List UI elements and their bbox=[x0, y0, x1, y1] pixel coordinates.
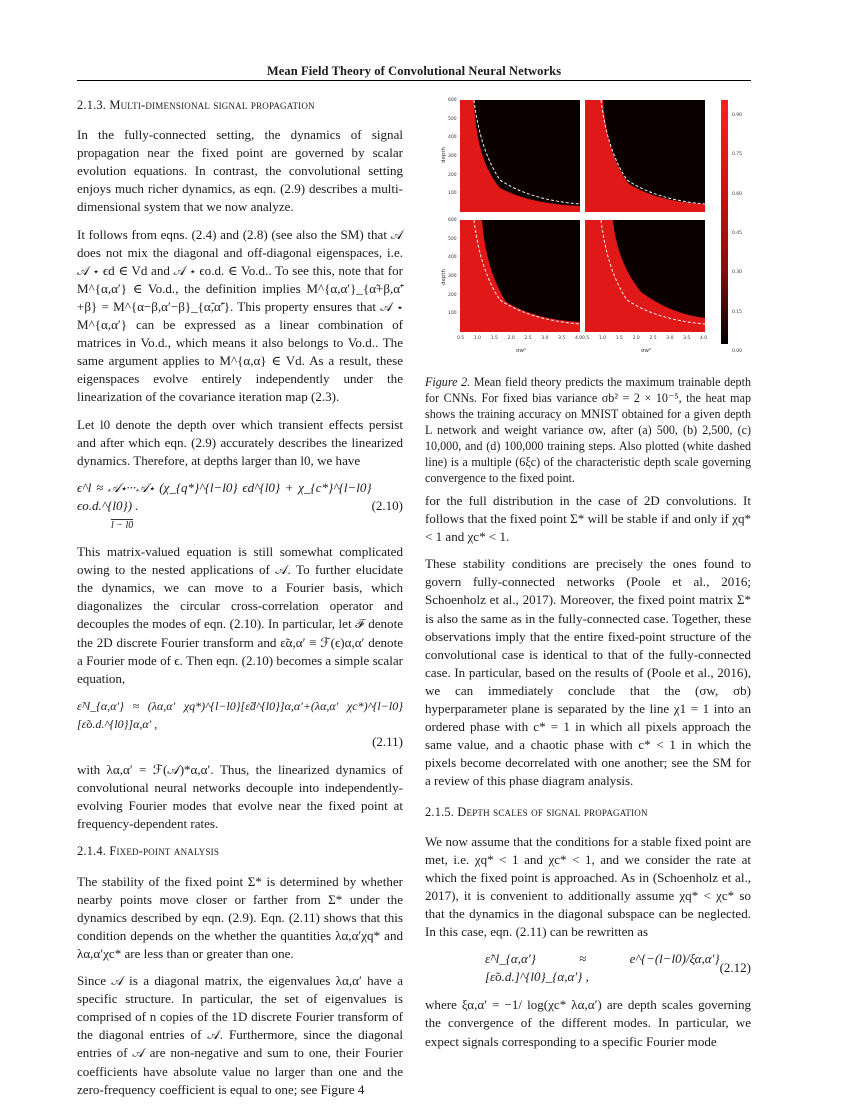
colorbar-tick-label: 0.90 bbox=[732, 113, 743, 118]
paragraph: In the fully-connected setting, the dynamics of signal propagation near the fixed point are governed by scalar evolution equations. In contrast, the convolutional setting enjoys much richer dynamics, as eqn. (2.9) describes a multi-dimensional system that we now analyze. bbox=[77, 127, 403, 215]
equation-number: (2.12) bbox=[719, 960, 751, 976]
underbrace-label: l − l0 bbox=[111, 519, 134, 531]
heatmap-panel-a bbox=[460, 100, 580, 212]
paragraph: We now assume that the conditions for a stable fixed point are met, i.e. χq* < 1 and χc* < 1, and we consider the rate at which the fixed point is approached. As in (Schoenholz et al., 2017), it is convenient to additionally assume χq* < χc* so that the dynamics in the diagonal subspace can be neglected. In this case, eqn. (2.11) can be rewritten as bbox=[425, 833, 751, 940]
equation-number: (2.11) bbox=[372, 734, 403, 749]
paragraph: Let l0 denote the depth over which transient effects persist and after which eqn. (2.9) accurately describes the linearized dynamics. Therefore, at depths larger than l0, we have bbox=[77, 416, 403, 468]
y-tick-label: 400 bbox=[448, 135, 457, 141]
caption-label: Figure 2. bbox=[425, 375, 471, 389]
colorbar-tick-label: 0.00 bbox=[732, 349, 743, 354]
colorbar-tick-label: 0.75 bbox=[732, 152, 743, 158]
y-tick-label: 100 bbox=[448, 311, 457, 317]
x-tick-label: 1.0 bbox=[598, 336, 607, 341]
y-tick-label: 600 bbox=[448, 218, 457, 223]
y-axis-label-top: depth bbox=[441, 146, 448, 164]
y-tick-label: 500 bbox=[448, 116, 457, 122]
y-tick-label: 300 bbox=[448, 154, 457, 159]
heatmap-panel-c bbox=[460, 220, 580, 332]
x-tick-label: 3.5 bbox=[558, 336, 566, 341]
x-tick-label: 3.0 bbox=[666, 336, 674, 341]
equation-underbrace bbox=[111, 519, 133, 532]
figure-2 bbox=[430, 92, 750, 378]
section-heading-2-1-3: 2.1.3. Multi-dimensional signal propagation bbox=[77, 98, 315, 112]
equation-2-10 bbox=[77, 479, 403, 533]
equation-2-12 bbox=[425, 950, 751, 986]
heatmap-panel-d bbox=[585, 220, 705, 332]
x-tick-label: 2.5 bbox=[649, 336, 657, 341]
paragraph: where ξα,α′ = −1/ log(χc* λα,α′) are depth scales governing the convergence of the different modes. In particular, we expect signals corresponding to a specific Fourier mode bbox=[425, 997, 751, 1049]
x-tick-label: 0.5 bbox=[457, 336, 465, 341]
paragraph: Since 𝒜 is a diagonal matrix, the eigenvalues λα,α′ have a specific structure. In particular, the set of eigenvalues is comprised of n copies of the 1D discrete Fourier transform of the diagonal entries of 𝒜. Furthermore, since the diagonal entries of 𝒜 are non-negative and sum to one, their Fourier coefficients have absolute value no larger than one and the zero-frequency coefficient is equal to one; see Figure 4 bbox=[77, 973, 403, 1097]
paragraph: with λα,α′ = ℱ(𝒜)*α,α′. Thus, the linearized dynamics of convolutional neural networks decouple into independently-evolving Fourier modes that evolve near the fixed point at frequency-dependent rates. bbox=[77, 762, 403, 832]
running-head: Mean Field Theory of Convolutional Neural Networks bbox=[266, 64, 562, 78]
x-tick-label: 1.0 bbox=[473, 336, 482, 341]
x-axis-label-left: σw² bbox=[516, 348, 527, 354]
equation-number: (2.10) bbox=[371, 497, 403, 513]
x-tick-label: 2.0 bbox=[632, 336, 640, 341]
paragraph: This matrix-valued equation is still somewhat complicated owing to the nested applications of 𝒜. To further elucidate the dynamics, we can move to a Fourier basis, which diagonalizes the circular cross-correlation operator and decouples the modes of eqn. (2.10). In particular, let ℱ denote the 2D discrete Fourier transform and ε̃α,α′ ≡ ℱ(ϵ)α,α′ denote a Fourier mode of ϵ. Then eqn. (2.10) becomes a simple scalar equation, bbox=[77, 544, 403, 686]
x-tick-label: 3.0 bbox=[541, 336, 549, 341]
y-tick-label: 100 bbox=[448, 191, 457, 197]
y-tick-label: 300 bbox=[448, 274, 457, 279]
caption-text: Mean field theory predicts the maximum trainable depth for CNNs. For fixed bias variance σb² = 2 × 10⁻⁵, the heat map shows the training accuracy on MNIST obtained for a given depth L network and weight variance σw, after (a) 500, (b) 2,500, (c) 10,000, and (d) 100,000 training steps. Also plotted (white dashed line) is a multiple (6ξc) of the characteristic depth scale governing convergence to the fixed point. bbox=[425, 375, 752, 485]
colorbar-tick-label: 0.45 bbox=[732, 231, 743, 236]
x-tick-label: 4.0 bbox=[575, 336, 583, 341]
x-tick-label: 1.5 bbox=[490, 336, 498, 341]
paragraph: It follows from eqns. (2.4) and (2.8) (see also the SM) that 𝒜 does not mix the diagonal and off-diagonal eigenspaces, i.e. 𝒜 ⋆ ϵd ∈ Vd and 𝒜 ⋆ ϵo.d. ∈ Vo.d.. To see this, note that for M^{α,α′} ∈ Vo.d., the definition implies M^{α,α′}_{α̃+β,α̃′+β} = M^{α−β,α′−β}_{α̃,α̃′}. This property ensures that 𝒜 ⋆ M^{α,α′} can be expressed as a linear combination of matrices in Vo.d., which means it also belongs to Vo.d.. The same argument applies to M^{α,α} ∈ Vd. As a result, these eigenspaces evolve entirely independently under the linearization of the covariance iteration map (2.3). bbox=[77, 226, 403, 405]
x-tick-label: 4.0 bbox=[700, 336, 708, 341]
left-column bbox=[77, 92, 403, 1108]
x-tick-label: 1.5 bbox=[615, 336, 623, 341]
x-tick-label: 2.5 bbox=[524, 336, 532, 341]
colorbar-tick-label: 0.60 bbox=[732, 191, 743, 197]
colorbar bbox=[721, 100, 728, 344]
y-tick-label: 400 bbox=[448, 255, 457, 261]
y-tick-label: 600 bbox=[448, 98, 457, 103]
header-rule bbox=[77, 80, 751, 81]
paragraph: for the full distribution in the case of 2D convolutions. It follows that the fixed point Σ* will be stable if and only if χq* < 1 and χc* < 1. bbox=[425, 493, 751, 545]
y-tick-label: 200 bbox=[448, 292, 457, 298]
x-tick-label: 0.5 bbox=[582, 336, 590, 341]
paragraph: The stability of the fixed point Σ* is determined by whether nearby points move closer or farther from Σ* under the dynamics described by eqn. (2.9). Eqn. (2.11) shows that this condition depends on the whether the quantities λα,α′χq* and λα,α′χc* are less than or greater than one. bbox=[77, 873, 403, 961]
equation-2-11 bbox=[77, 697, 403, 751]
section-heading-2-1-4: 2.1.4. Fixed-point analysis bbox=[77, 844, 220, 859]
y-tick-label: 200 bbox=[448, 172, 457, 178]
y-axis-label-bottom: depth bbox=[441, 268, 448, 286]
y-tick-label: 500 bbox=[448, 236, 457, 242]
x-axis-label-right: σw² bbox=[641, 348, 652, 354]
colorbar-tick-label: 0.15 bbox=[732, 309, 743, 315]
equation-body: ε̃^l_{α,α′} ≈ (λα,α′ χq*)^{l−l0}[ε̃d^{l0}]α,α′+(λα,α′ χc*)^{l−l0}[ε̃o.d.^{l0}]α,α′ , bbox=[77, 698, 403, 731]
equation-body: ϵ^l ≈ 𝒜⋆···𝒜⋆ (χ_{q*}^{l−l0} ϵd^{l0} + χ_{c*}^{l−l0} ϵo.d.^{l0}) . bbox=[77, 479, 372, 513]
heatmap-panel-b bbox=[585, 100, 705, 212]
x-tick-label: 2.0 bbox=[507, 336, 515, 341]
equation-body: ε̃^l_{α,α′} ≈ e^{−(l−l0)/ξα,α′} [ε̃o.d.]^{l0}_{α,α′} , bbox=[485, 951, 720, 985]
section-heading-2-1-5: 2.1.5. Depth scales of signal propagation bbox=[425, 804, 648, 819]
colorbar-tick-label: 0.30 bbox=[732, 270, 743, 276]
right-column bbox=[425, 492, 751, 1060]
x-tick-label: 3.5 bbox=[683, 336, 691, 341]
paragraph: These stability conditions are precisely the ones found to govern fully-connected networks (Poole et al., 2016; Schoenholz et al., 2017). Moreover, the fixed point matrix Σ* is also the same as in the fully-connected case. Together, these observations imply that the entire fixed-point structure of the convolutional case is identical to that of the fully-connected case. In particular, based on the results of (Poole et al., 2016), we can immediately conclude that the (σw, σb) hyperparameter plane is separated by the line χ1 = 1 into an ordered phase with c* = 1 in which all pixels approach the same value, and a chaotic phase with c* < 1 in which the pixels become decorrelated with one another; see the SM for a review of this phase diagram analysis. bbox=[425, 556, 751, 789]
figure-caption bbox=[425, 374, 751, 486]
